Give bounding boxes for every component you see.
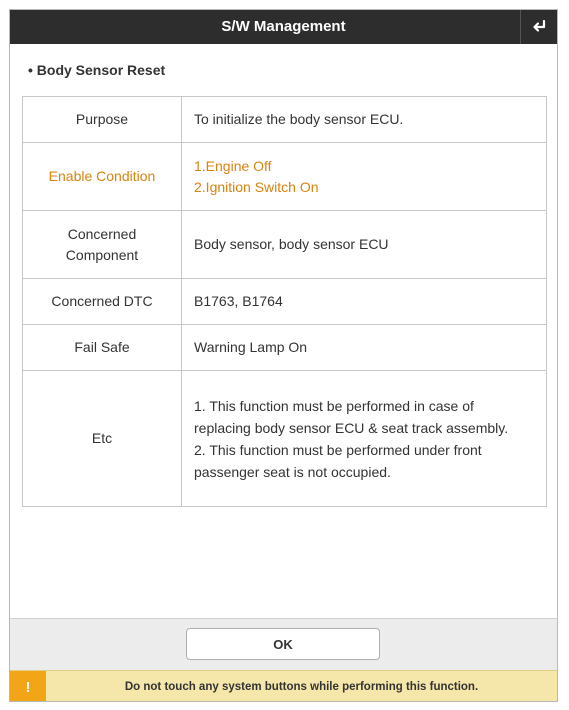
button-bar bbox=[10, 618, 557, 670]
row-value-line: 2.Ignition Switch On bbox=[194, 178, 319, 195]
row-value-line: 2. This function must be performed under front passenger seat is not occupied. bbox=[194, 441, 482, 480]
row-value bbox=[182, 325, 547, 371]
row-value-line: 1.Engine Off bbox=[194, 157, 272, 174]
row-value bbox=[182, 211, 547, 279]
section-title: • Body Sensor Reset bbox=[28, 62, 166, 78]
row-label: Purpose bbox=[23, 97, 182, 143]
sw-management-window bbox=[9, 9, 558, 702]
info-table bbox=[22, 96, 547, 507]
back-return-icon bbox=[531, 20, 547, 34]
table-row-fail-safe bbox=[23, 325, 547, 371]
table-row-etc bbox=[23, 371, 547, 507]
row-value-line: Warning Lamp On bbox=[194, 339, 308, 355]
table-row-enable-condition bbox=[23, 143, 547, 211]
table-row-purpose bbox=[23, 97, 547, 143]
row-label: Fail Safe bbox=[23, 325, 182, 371]
window-title: S/W Management bbox=[221, 18, 346, 35]
row-label: Enable Condition bbox=[23, 143, 182, 211]
row-label: Concerned DTC bbox=[23, 279, 182, 325]
warning-icon: ! bbox=[10, 671, 46, 702]
ok-button[interactable]: OK bbox=[186, 628, 380, 660]
row-value-line: B1763, B1764 bbox=[194, 293, 283, 309]
table-row-concerned-component bbox=[23, 211, 547, 279]
row-value bbox=[182, 371, 547, 507]
row-label: Concerned Component bbox=[23, 211, 182, 279]
warning-bar bbox=[10, 670, 557, 702]
row-value bbox=[182, 143, 547, 211]
row-value bbox=[182, 279, 547, 325]
row-value-line: 1. This function must be performed in case of replacing body sensor ECU & seat track assembly. bbox=[194, 397, 509, 436]
title-bar bbox=[10, 10, 557, 44]
warning-text: Do not touch any system buttons while performing this function. bbox=[124, 681, 479, 693]
row-value-line: To initialize the body sensor ECU. bbox=[194, 111, 404, 127]
table-row-concerned-dtc bbox=[23, 279, 547, 325]
row-value-line: Body sensor, body sensor ECU bbox=[194, 236, 389, 252]
row-value bbox=[182, 97, 547, 143]
row-label: Etc bbox=[23, 371, 182, 507]
back-button[interactable] bbox=[520, 10, 557, 44]
